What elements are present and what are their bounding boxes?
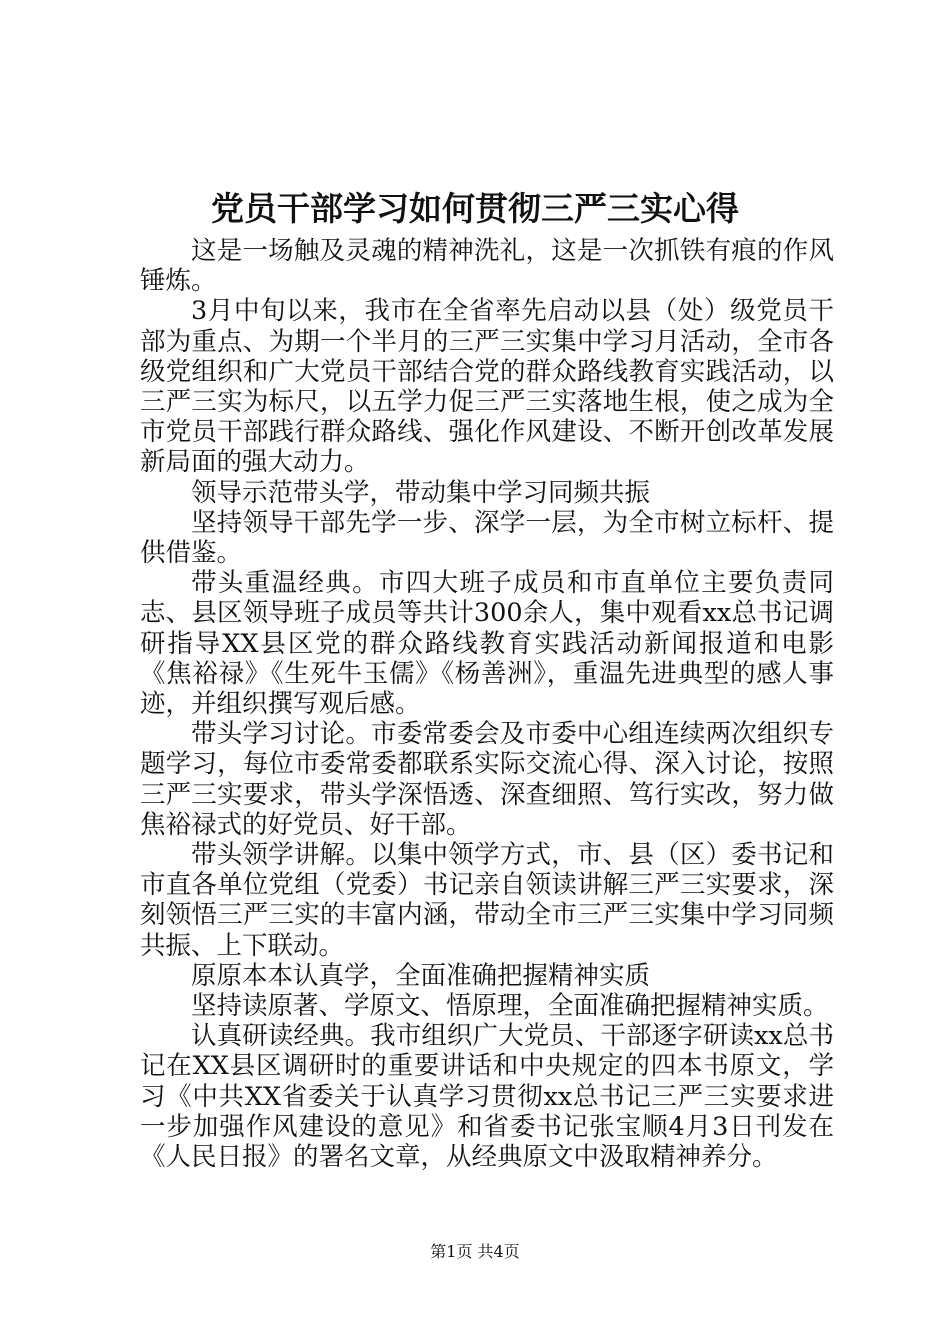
section-heading: 领导示范带头学，带动集中学习同频共振 xyxy=(191,477,651,508)
section-heading: 原原本本认真学，全面准确把握精神实质 xyxy=(191,960,651,991)
paragraph: 带头重温经典。市四大班子成员和市直单位主要负责同志、县区领导班子成员等共计300余人，集中观看xx总书记调研指导XX县区党的群众路线教育实践活动新闻报道和电影《焦裕禄》《生死牛玉儒》《杨善洲》，重温先进典型的感人事迹，并组织撰写观后感。 xyxy=(140,568,834,720)
paragraph: 认真研读经典。我市组织广大党员、干部逐字研读xx总书记在XX县区调研时的重要讲话和中央规定的四本书原文，学习《中共XX省委关于认真学习贯彻xx总书记三严三实要求进一步加强作风建设的意见》和省委书记张宝顺4月3日刊发在《人民日报》的署名文章，从经典原文中汲取精神养分。 xyxy=(140,1021,834,1173)
paragraph: 带头领学讲解。以集中领学方式，市、县（区）委书记和市直各单位党组（党委）书记亲自领读讲解三严三实要求，深刻领悟三严三实的丰富内涵，带动全市三严三实集中学习同频共振、上下联动。 xyxy=(140,840,834,961)
paragraph: 坚持领导干部先学一步、深学一层，为全市树立标杆、提供借鉴。 xyxy=(140,507,834,569)
paragraph: 这是一场触及灵魂的精神洗礼，这是一次抓铁有痕的作风锤炼。 xyxy=(140,236,834,297)
paragraph: 带头学习讨论。市委常委会及市委中心组连续两次组织专题学习，每位市委常委都联系实际交流心得、深入讨论，按照三严三实要求，带头学深悟透、深查细照、笃行实改，努力做焦裕禄式的好党员、好干部。 xyxy=(140,719,834,840)
paragraph: 坚持读原著、学原文、悟原理，全面准确把握精神实质。 xyxy=(191,991,829,1022)
document-title: 党员干部学习如何贯彻三严三实心得 xyxy=(211,189,739,228)
document-body xyxy=(140,236,834,1172)
paragraph: 3月中旬以来，我市在全省率先启动以县（处）级党员干部为重点、为期一个半月的三严三实集中学习月活动，全市各级党组织和广大党员干部结合党的群众路线教育实践活动，以三严三实为标尺，以五学力促三严三实落地生根，使之成为全市党员干部践行群众路线、强化作风建设、不断开创改革发展新局面的强大动力。 xyxy=(140,296,834,478)
page-number-footer: 第1页 共4页 xyxy=(430,1242,520,1261)
